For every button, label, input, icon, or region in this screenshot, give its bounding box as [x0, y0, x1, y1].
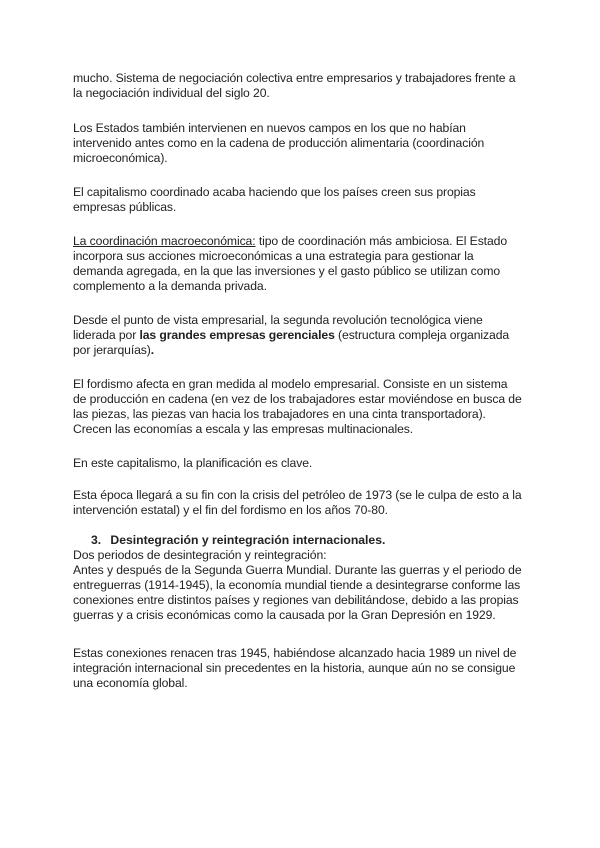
paragraph-microeconomic-coordination — [73, 121, 533, 166]
text-line — [73, 343, 533, 358]
paragraph-planning — [73, 456, 533, 471]
text-line: demanda agregada, en la que las inversiones y el gasto público se utilizan como — [73, 264, 501, 278]
text-line — [73, 234, 533, 249]
text-fragment: (estructura compleja organizada — [334, 328, 510, 342]
text-fragment: liderada por — [73, 328, 140, 342]
text-line: intervenido antes como en la cadena de producción alimentaria (coordinación — [73, 136, 485, 150]
text-line: integración internacional sin precedentes en la historia, aunque aún no se consigue — [73, 661, 516, 675]
text-line: de producción en cadena (en vez de los trabajadores estar moviéndose en busca de — [73, 392, 522, 406]
section-heading — [91, 533, 385, 547]
text-line: Antes y después de la Segunda Guerra Mundial. Durante las guerras y el periodo de — [73, 563, 522, 577]
text-line: Esta época llegará a su fin con la crisis del petróleo de 1973 (se le culpa de esto a la — [73, 488, 522, 502]
text-line: guerras y a crisis económicas como la causada por la Gran Depresión en 1929. — [73, 608, 496, 622]
text-line: conexiones entre distintos países y regiones van debilitándose, debido a las propias — [73, 593, 519, 607]
text-fragment: tipo de coordinación más ambiciosa. El Estado — [255, 234, 508, 248]
text-line: incorpora sus acciones microeconómicas a una estrategia para gestionar la — [73, 249, 474, 263]
paragraph-macroeconomic-coordination — [73, 234, 533, 294]
text-line: complemento a la demanda privada. — [73, 279, 267, 293]
text-line: El fordismo afecta en gran medida al modelo empresarial. Consiste en un sistema — [73, 377, 508, 391]
text-line: En este capitalismo, la planificación es clave. — [73, 456, 313, 470]
section-number: 3. — [91, 533, 102, 547]
bold-term: las grandes empresas gerenciales — [139, 328, 335, 342]
text-line: Estas conexiones renacen tras 1945, habiéndose alcanzado hacia 1989 un nivel de — [73, 646, 517, 660]
text-line: Dos periodos de desintegración y reintegración: — [73, 548, 327, 562]
section-title: Desintegración y reintegración internacionales. — [110, 533, 386, 547]
paragraph-disintegration — [73, 548, 533, 623]
paragraph-collective-bargaining — [73, 71, 533, 101]
text-line: Los Estados también intervienen en nuevos campos en los que no habían — [73, 121, 466, 135]
text-line — [73, 328, 533, 343]
text-line: intervención estatal) y el fin del fordismo en los años 70-80. — [73, 503, 388, 517]
underlined-term: La coordinación macroeconómica: — [73, 234, 256, 248]
text-line: microeconómica). — [73, 151, 168, 165]
paragraph-fordism — [73, 377, 533, 437]
paragraph-public-companies — [73, 185, 533, 215]
paragraph-reintegration — [73, 646, 533, 691]
text-line: las piezas, las piezas van hacia los trabajadores en una cinta transportadora). — [73, 407, 486, 421]
text-line: una economía global. — [73, 676, 188, 690]
text-line: mucho. Sistema de negociación colectiva entre empresarios y trabajadores frente a — [73, 71, 516, 85]
text-line: entreguerras (1914-1945), la economía mundial tiende a desintegrarse conforme las — [73, 578, 521, 592]
bold-period: . — [150, 343, 155, 357]
paragraph-managerial-companies — [73, 313, 533, 358]
paragraph-oil-crisis — [73, 488, 533, 518]
text-line: empresas públicas. — [73, 200, 177, 214]
text-line: Desde el punto de vista empresarial, la segunda revolución tecnológica viene — [73, 313, 483, 327]
text-fragment: por jerarquías) — [73, 343, 151, 357]
text-line: El capitalismo coordinado acaba haciendo que los países creen sus propias — [73, 185, 476, 199]
text-line: la negociación individual del siglo 20. — [73, 86, 270, 100]
text-line: Crecen las economías a escala y las empresas multinacionales. — [73, 422, 414, 436]
